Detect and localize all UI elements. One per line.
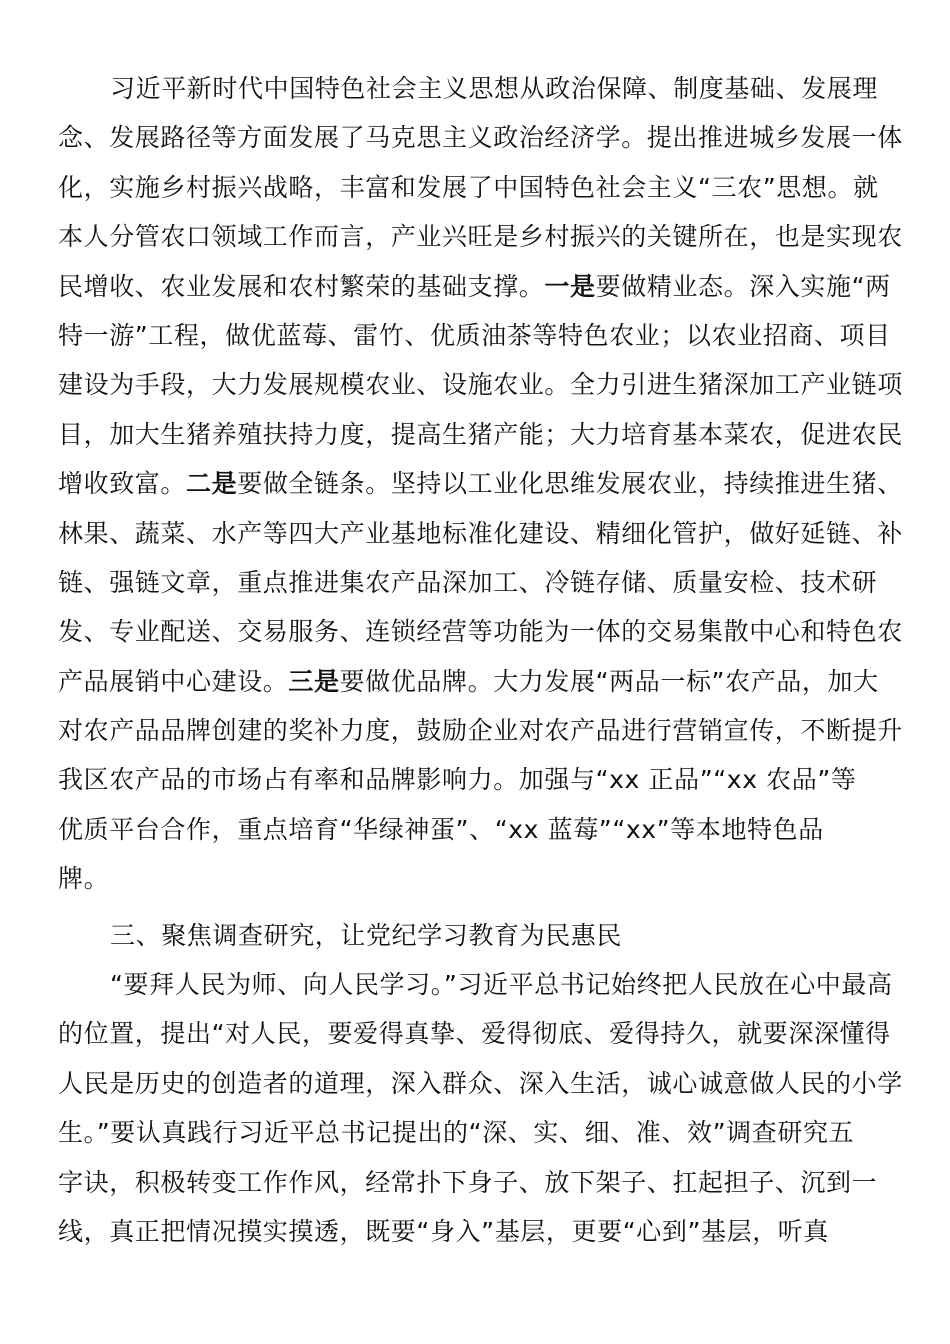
bold-marker-second: 二是 [186, 469, 238, 499]
text-line: 字诀，积极转变工作作风，经常扑下身子、放下架子、扛起担子、沉到一 [58, 1167, 878, 1197]
text-line: 念、发展路径等方面发展了马克思主义政治经济学。提出推进城乡发展一体 [58, 123, 903, 153]
text-line [58, 459, 903, 508]
text-line: 化，实施乡村振兴战略，丰富和发展了中国特色社会主义“三农”思想。就 [58, 172, 879, 202]
text-segment: 民增收、农业发展和农村繁荣的基础支撑。 [58, 271, 545, 301]
text-line: 林果、蔬菜、水产等四大产业基地标准化建设、精细化管护，做好延链、补 [58, 518, 903, 548]
text-line: 优质平台合作，重点培育“华绿神蛋”、“xx 蓝莓”“xx”等本地特色品 [58, 814, 824, 844]
bold-marker-third: 三是 [288, 666, 340, 696]
text-line: “要拜人民为师、向人民学习。”习近平总书记始终把人民放在心中最高 [110, 970, 893, 999]
text-segment: 要做全链条。坚持以工业化思维发展农业，持续推进生猪、 [237, 469, 903, 499]
bold-marker-first: 一是 [544, 271, 596, 301]
text-line: 链、强链文章，重点推进集农产品深加工、冷链存储、质量安检、技术研 [58, 567, 878, 597]
section-heading: 三、聚焦调查研究，让党纪学习教育为民惠民 [110, 921, 623, 950]
text-line: 线，真正把情况摸实摸透，既要“身入”基层，更要“心到”基层，听真 [58, 1216, 830, 1246]
text-line: 对农产品品牌创建的奖补力度，鼓励企业对农产品进行营销宣传，不断提升 [58, 716, 903, 746]
text-line: 生。”要认真践行习近平总书记提出的“深、实、细、准、效”调查研究五 [58, 1118, 855, 1148]
paragraph-rural-revitalization [58, 64, 903, 904]
text-line: 习近平新时代中国特色社会主义思想从政治保障、制度基础、发展理 [110, 74, 879, 103]
text-line: 发、专业配送、交易服务、连锁经营等功能为一体的交易集散中心和特色农 [58, 617, 903, 647]
paragraph-investigation-research [58, 960, 903, 1256]
text-line [58, 262, 890, 311]
text-segment: 要做优品牌。大力发展“两品一标”农产品，加大 [339, 666, 879, 696]
text-line [58, 657, 890, 706]
text-line: 目，加大生猪养殖扶持力度，提高生猪产能；大力培育基本菜农，促进农民 [58, 419, 903, 449]
text-line: 建设为手段，大力发展规模农业、设施农业。全力引进生猪深加工产业链项 [58, 370, 903, 400]
text-segment: 要做精业态。深入实施“两 [595, 271, 891, 301]
text-line: 本人分管农口领域工作而言，产业兴旺是乡村振兴的关键所在，也是实现农 [58, 222, 903, 252]
text-segment: 产品展销中心建设。 [58, 666, 289, 696]
text-segment: 增收致富。 [58, 469, 187, 499]
text-line: 的位置，提出“对人民，要爱得真挚、爱得彻底、爱得持久，就要深深懂得 [58, 1019, 891, 1049]
text-line: 我区农产品的市场占有率和品牌影响力。加强与“xx 正品”“xx 农品”等 [58, 765, 857, 795]
text-line: 特一游”工程，做优蓝莓、雷竹、优质油茶等特色农业；以农业招商、项目 [58, 320, 891, 350]
text-line: 人民是历史的创造者的道理，深入群众、深入生活，诚心诚意做人民的小学 [58, 1068, 903, 1098]
text-line: 牌。 [58, 864, 110, 894]
